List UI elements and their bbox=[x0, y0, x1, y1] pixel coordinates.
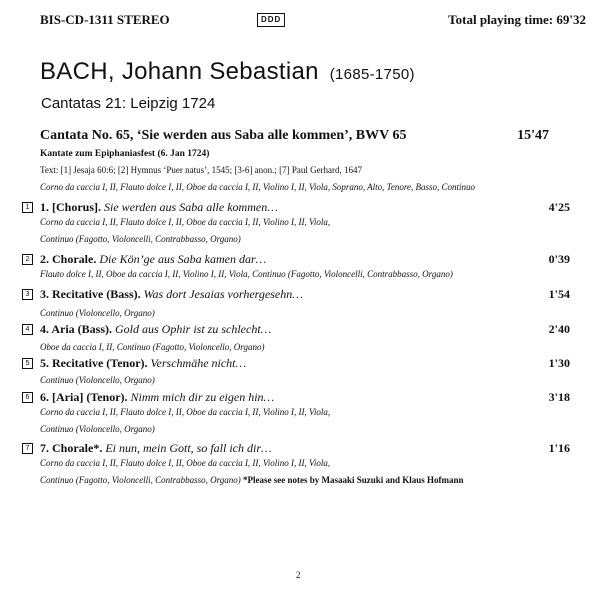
cantata-duration: 15'47 bbox=[517, 128, 549, 143]
cantata-subtitle: Kantate zum Epiphaniasfest (6. Jan 1724) bbox=[40, 149, 210, 159]
track-scoring: Oboe da caccia I, II, Continuo (Fagotto, Violoncello, Organo) bbox=[40, 342, 265, 352]
track-label: 1. [Chorus]. bbox=[40, 200, 102, 214]
track-scoring: Continuo (Violoncello, Organo) bbox=[40, 375, 155, 385]
composer-dates: (1685-1750) bbox=[329, 66, 415, 83]
track-duration: 4'25 bbox=[548, 200, 570, 214]
track-label: 5. Recitative (Tenor). bbox=[40, 356, 148, 370]
track-scoring: Continuo (Fagotto, Violoncelli, Contrabbasso, Organo) bbox=[40, 234, 241, 244]
composer-heading bbox=[40, 58, 415, 86]
track-incipit: Nimm mich dir zu eigen hin… bbox=[130, 390, 275, 404]
track-title-line bbox=[40, 252, 266, 267]
volume-title: Cantatas 21: Leipzig 1724 bbox=[41, 95, 216, 112]
track-label: 7. Chorale*. bbox=[40, 441, 103, 455]
track-scoring: Corno da caccia I, II, Flauto dolce I, II, Oboe da caccia I, II, Violino I, II, Viola, bbox=[40, 217, 331, 227]
track-number-box: 5 bbox=[22, 358, 33, 369]
total-playing-time: Total playing time: 69'32 bbox=[448, 12, 586, 27]
text-sources: Text: [1] Jesaja 60:6; [2] Hymnus ‘Puer natus’, 1545; [3-6] anon.; [7] Paul Gerhard, 1647 bbox=[40, 165, 363, 175]
track-scoring bbox=[40, 475, 464, 485]
track-title-line bbox=[40, 322, 271, 337]
track-label: 6. [Aria] (Tenor). bbox=[40, 390, 128, 404]
page-number: 2 bbox=[296, 570, 301, 580]
track-incipit: Gold aus Ophir ist zu schlecht… bbox=[115, 322, 272, 336]
track-title-line bbox=[40, 390, 274, 405]
track-scoring: Flauto dolce I, II, Oboe da caccia I, II, Violino I, II, Viola, Continuo (Fagotto, Violoncelli, Contrabbasso, Organo) bbox=[40, 269, 453, 279]
track-scoring: Continuo (Violoncello, Organo) bbox=[40, 424, 155, 434]
track-incipit: Ei nun, mein Gott, so fall ich dir… bbox=[105, 441, 272, 455]
track-duration: 1'16 bbox=[548, 441, 570, 455]
track-scoring: Corno da caccia I, II, Flauto dolce I, II, Oboe da caccia I, II, Violino I, II, Viola, bbox=[40, 458, 331, 468]
track-number-box: 3 bbox=[22, 289, 33, 300]
track-incipit: Die Kön’ge aus Saba kamen dar… bbox=[99, 252, 267, 266]
track-title-line bbox=[40, 356, 246, 371]
track-number-box: 1 bbox=[22, 202, 33, 213]
track-scoring-text: Continuo (Fagotto, Violoncelli, Contrabbasso, Organo) bbox=[40, 475, 241, 485]
track-label: 2. Chorale. bbox=[40, 252, 97, 266]
track-incipit: Sie werden aus Saba alle kommen… bbox=[104, 200, 278, 214]
track-duration: 0'39 bbox=[548, 252, 570, 266]
track-scoring: Continuo (Violoncello, Organo) bbox=[40, 308, 155, 318]
track-duration: 2'40 bbox=[548, 322, 570, 336]
track-number-box: 4 bbox=[22, 324, 33, 335]
track-scoring: Corno da caccia I, II, Flauto dolce I, II, Oboe da caccia I, II, Violino I, II, Viola, bbox=[40, 407, 331, 417]
cantata-scoring: Corno da caccia I, II, Flauto dolce I, II, Oboe da caccia I, II, Violino I, II, Viola, Soprano, Alto, Tenore, Basso, Continuo bbox=[40, 182, 476, 192]
track-incipit: Was dort Jesaias vorhergesehn… bbox=[143, 287, 303, 301]
track-duration: 3'18 bbox=[548, 390, 570, 404]
track-title-line bbox=[40, 287, 303, 302]
track-number-box: 6 bbox=[22, 392, 33, 403]
track-duration: 1'54 bbox=[548, 287, 570, 301]
catalogue-number: BIS-CD-1311 STEREO bbox=[40, 12, 170, 27]
track-number-box: 2 bbox=[22, 254, 33, 265]
ddd-badge: DDD bbox=[257, 13, 285, 27]
track-number-box: 7 bbox=[22, 443, 33, 454]
track-label: 4. Aria (Bass). bbox=[40, 322, 112, 336]
track-title-line bbox=[40, 200, 278, 215]
composer-name: BACH, Johann Sebastian bbox=[40, 58, 319, 85]
footnote: *Please see notes by Masaaki Suzuki and Klaus Hofmann bbox=[243, 475, 464, 485]
track-title-line bbox=[40, 441, 272, 456]
track-duration: 1'30 bbox=[548, 356, 570, 370]
cantata-title: Cantata No. 65, ‘Sie werden aus Saba alle kommen’, BWV 65 bbox=[40, 128, 407, 143]
track-incipit: Verschmähe nicht… bbox=[150, 356, 247, 370]
track-label: 3. Recitative (Bass). bbox=[40, 287, 141, 301]
